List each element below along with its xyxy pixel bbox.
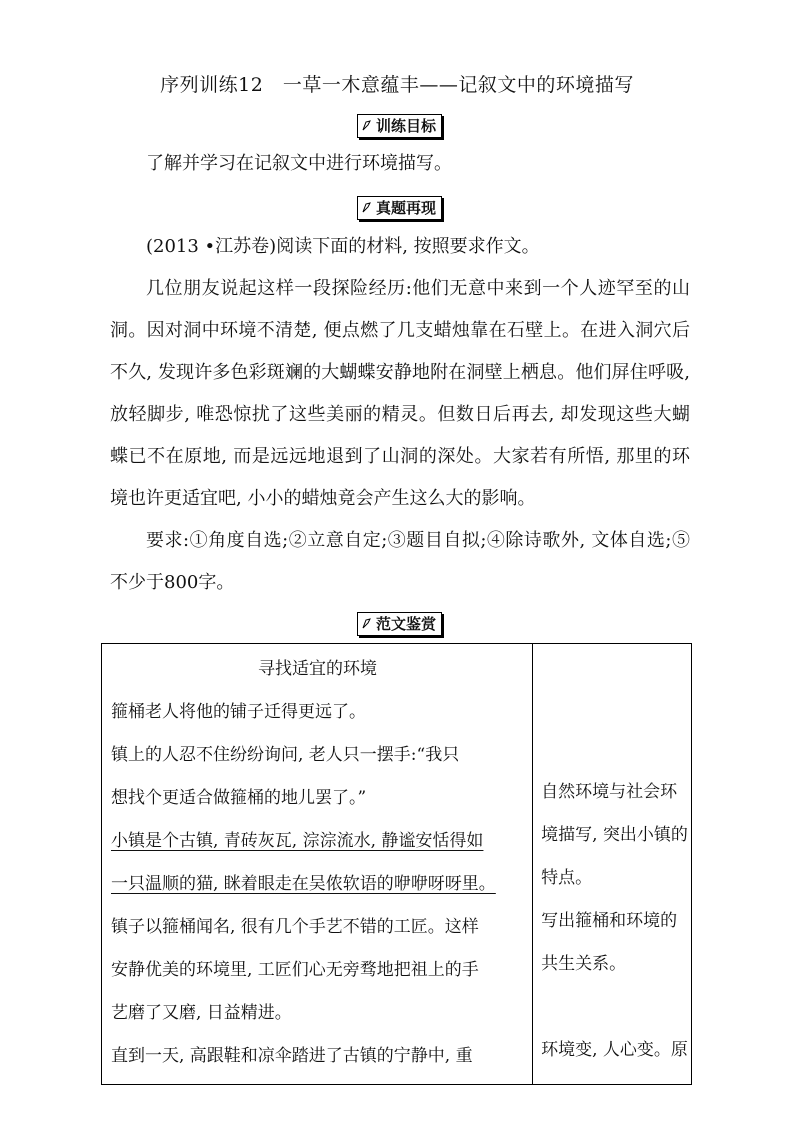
exam-source: (2013 •江苏卷)阅读下面的材料, 按照要求作文。 [146, 236, 540, 257]
pen-icon [362, 120, 371, 131]
essay-line: 安静优美的环境里, 工匠们心无旁骛地把祖上的手 [111, 960, 479, 980]
essay-line: 艺磨了又磨, 日益精进。 [111, 1003, 292, 1023]
section-label-model [357, 612, 442, 636]
essay-line: 想找个更适合做箍桶的地儿罢了。” [111, 788, 367, 808]
pen-icon [362, 202, 371, 213]
essay-line: 镇上的人忍不住纷纷询问, 老人只一摆手:“我只 [111, 745, 460, 765]
essay-line-underlined: 一只温顺的猫, 眯着眼走在吴侬软语的咿咿呀呀里。 [111, 874, 496, 894]
exam-requirement: 要求:①角度自选;②立意自定;③题目自拟;④除诗歌外, 文体自选;⑤不少于800字。 [110, 530, 690, 593]
essay-line: 箍桶老人将他的铺子迁得更远了。 [111, 702, 366, 722]
section-label-real-exam-text: 真题再现 [376, 199, 437, 217]
annotation-note: 写出箍桶和环境的共生关系。 [541, 911, 678, 974]
pen-icon [362, 618, 371, 629]
goal-text: 了解并学习在记叙文中进行环境描写。 [146, 153, 452, 174]
exam-material: 几位朋友说起这样一段探险经历:他们无意中来到一个人迹罕至的山洞。因对洞中环境不清楚, 便点燃了几支蜡烛靠在石壁上。在进入洞穴后不久, 发现许多色彩斑斓的大蝴蝶安静地附在洞壁上栖息。他们屏住呼吸, 放轻脚步, 唯恐惊扰了这些美丽的精灵。但数日后再去, 却发现这些大蝴蝶已不在原地, 而是远远地退到了山洞的深处。大家若有所悟, 那里的环境也许更适宜吧, 小小的蜡烛竟会产生这么大的影响。 [110, 278, 690, 509]
essay-line: 镇子以箍桶闻名, 很有几个手艺不错的工匠。这样 [111, 917, 479, 937]
essay-line: 直到一天, 高跟鞋和凉伞踏进了古镇的宁静中, 重 [111, 1046, 473, 1066]
model-essay-table [101, 643, 692, 1085]
section-label-model-text: 范文鉴赏 [376, 615, 437, 633]
page-title: 序列训练12 一草一木意蕴丰——记叙文中的环境描写 [160, 74, 634, 96]
annotation-note: 自然环境与社会环境描写, 突出小镇的特点。 [541, 782, 688, 888]
essay-line-underlined: 小镇是个古镇, 青砖灰瓦, 淙淙流水, 静谧安恬得如 [111, 831, 484, 851]
essay-column [102, 644, 533, 1085]
section-label-goal [357, 114, 442, 138]
annotation-note: 环境变, 人心变。原 [541, 1040, 688, 1060]
annotation-column [533, 644, 692, 1085]
essay-title: 寻找适宜的环境 [258, 659, 378, 679]
section-label-real-exam [357, 196, 442, 220]
section-label-goal-text: 训练目标 [376, 117, 437, 135]
